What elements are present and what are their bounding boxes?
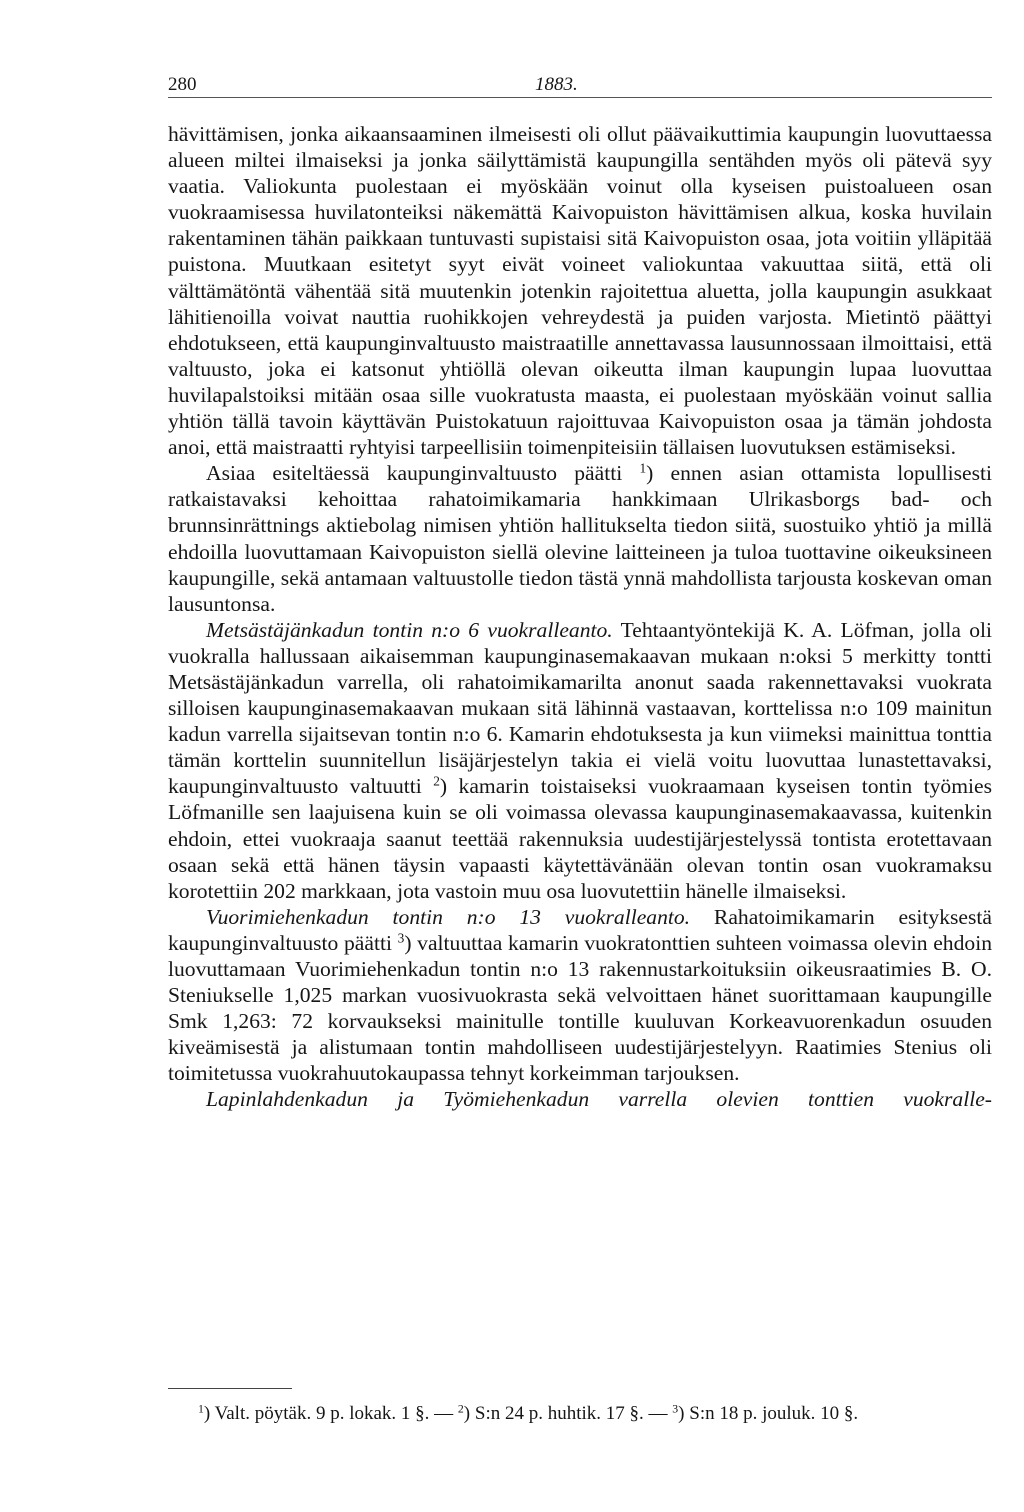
footnote-ref-1: 1	[639, 460, 647, 476]
footnote-number-1: 1	[198, 1402, 204, 1416]
paragraph-1	[168, 121, 992, 460]
footnote-rule	[168, 1388, 292, 1389]
footnote-line	[168, 1402, 992, 1426]
footnote-ref-3: 3	[397, 930, 405, 946]
section-title-metsastajankatu: Metsästäjänkadun tontin n:o 6 vuokralleanto.	[206, 617, 613, 642]
paragraph-2-text: Asiaa esiteltäessä kaupunginvaltuusto päätti	[206, 461, 623, 486]
paragraph-3-text: Tehtaantyöntekijä K. A. Löfman, jolla oli vuokralla hallussaan aikaisemman kaupunginasemakaavan mukaan n:oksi 5 merkitty tontti Metsästäjänkadun varrella, oli rahatoimikamarilta anonut saada rakennettavaksi vuokrata silloisen kaupunginasemakaavan mukaan sitä lähinnä vastaavan, korttelissa n:o 109 mainitun kadun varrella sijaitsevan tontin n:o 6. Kamarin ehdotuksesta ja kun viimeksi mainittua tonttia tämän korttelin suunnitellun lisäjärjestelyn takia ei vielä voitu luovuttaa lunastettavaksi, kaupunginvaltuusto valtuutti	[168, 617, 992, 799]
section-title-lapinlahdenkatu: Lapinlahdenkadun ja Työmiehenkadun varrella olevien tonttien vuokralle-	[206, 1087, 992, 1112]
footnote-3-text: ) S:n 18 p. jouluk. 10 §.	[678, 1403, 859, 1424]
header-rule	[168, 97, 992, 98]
paragraph-5	[168, 1086, 992, 1112]
paragraph-4	[168, 904, 992, 1087]
paragraph-3-text-cont: ) kamarin toistaiseksi vuokraamaan kyseisen tontin työmies Löfmanille sen laajuisena kuin se oli voimassa olevassa kaupunginasemakaavassa, kuitenkin ehdoin, ettei vuokraaja saanut teettää rakennuksia uudestijärjestelyssä tontista erotettavaan osaan sekä että hänen täysin vapaasti käytettävänään olevan tontin osan vuokramaksu korotettiin 202 markkaan, jota vastoin muu osa luovutettiin hänelle ilmaiseksi.	[168, 774, 992, 903]
footnote-2-text: ) S:n 24 p. huhtik. 17 §. —	[463, 1403, 673, 1424]
paragraph-2-text-cont: ) ennen asian ottamista lopullisesti ratkaistavaksi kehoittaa rahatoimikamaria hankkimaan Ulrikasborgs bad- och brunnsinrättnings aktiebolag nimisen yhtiön hallitukselta tiedon siitä, suostuiko yhtiö ja millä ehdoilla luovuttamaan Kaivopuiston siellä olevine laitteineen ja tuloa tuottavine oikeuksineen kaupungille, sekä antamaan valtuustolle tiedon tästä ynnä mahdollista tarjousta koskevan oman lausuntonsa.	[168, 461, 993, 616]
paragraph-3	[168, 617, 992, 904]
paragraph-2	[168, 460, 992, 617]
paragraph-1-text: hävittämisen, jonka aikaansaaminen ilmeisesti oli ollut päävaikuttimia kaupungin luovuttaessa alueen miltei ilmaiseksi ja jonka säilyttämistä kaupungilla sentähden myös oli pätevä syy vaatia. Valiokunta puolestaan ei myöskään voinut olla kyseisen puistoalueen osan vuokraamisessa huvilatonteiksi näkemättä Kaivopuiston hävittämisen alkua, koska huvilain rakentaminen tähän paikkaan tuntuvasti supistaisi sitä Kaivopuiston osaa, jota voitiin ylläpitää puistona. Muutkaan esitetyt syyt eivät voineet valiokuntaa vakuuttaa siitä, että oli välttämätöntä vähentää sitä muutenkin jotenkin rajoitettua aluetta, jolla kaupungin asukkaat lähitienoilla voivat nauttia ruohikkojen vehreydestä ja puiden varjosta. Mietintö päättyi ehdotukseen, että kaupunginvaltuusto maistraatille annettavassa lausunnossaan ilmoittaisi, että valtuusto, joka ei katsonut yhtiöllä olevan oikeutta ilman kaupungin lupaa luovuttaa huvilapalstoiksi mitään osaa sille vuokratusta maasta, ei puolestaan myöskään voinut sallia yhtiön tällä tavoin käyttävän Puistokatuun rajoittuvaa Kaivopuiston osaa ja tämän johdosta anoi, että maistraatti ryhtyisi tarpeellisiin toimenpiteisiin tällaisen luovutuksen estämiseksi.	[168, 122, 992, 460]
section-title-vuorimiehenkatu: Vuorimiehenkadun tontin n:o 13 vuokralleanto.	[206, 904, 691, 929]
footnotes	[168, 1402, 992, 1426]
running-head	[168, 68, 992, 98]
paragraph-4-text: Rahatoimikamarin esityksestä kaupunginvaltuusto päätti	[168, 904, 992, 955]
paragraph-4-text-cont: ) valtuuttaa kamarin vuokratonttien suhteen voimassa olevin ehdoin luovuttamaan Vuorimiehenkadun tontin n:o 13 rakennustarkoituksiin oikeusraatimies B. O. Steniukselle 1,025 markan vuosivuokrasta sekä velvoittaen hänet suorittamaan kaupungille Smk 1,263: 72 korvaukseksi mainitulle tontille kuuluvan Korkeavuorenkadun osuuden kiveämisestä ja alistumaan tontin mahdolliseen uudestijärjestelyyn. Raatimies Stenius oli toimitetussa vuokrahuutokaupassa tehnyt korkeimman tarjouksen.	[168, 930, 992, 1086]
body-text	[168, 121, 992, 1113]
page-number: 280	[168, 74, 197, 95]
footnote-1-text: ) Valt. pöytäk. 9 p. lokak. 1 §. —	[203, 1403, 458, 1424]
running-year: 1883.	[535, 74, 578, 95]
footnote-ref-2: 2	[433, 773, 440, 789]
footnote-number-2: 2	[457, 1402, 464, 1416]
footnote-number-3: 3	[672, 1402, 679, 1416]
